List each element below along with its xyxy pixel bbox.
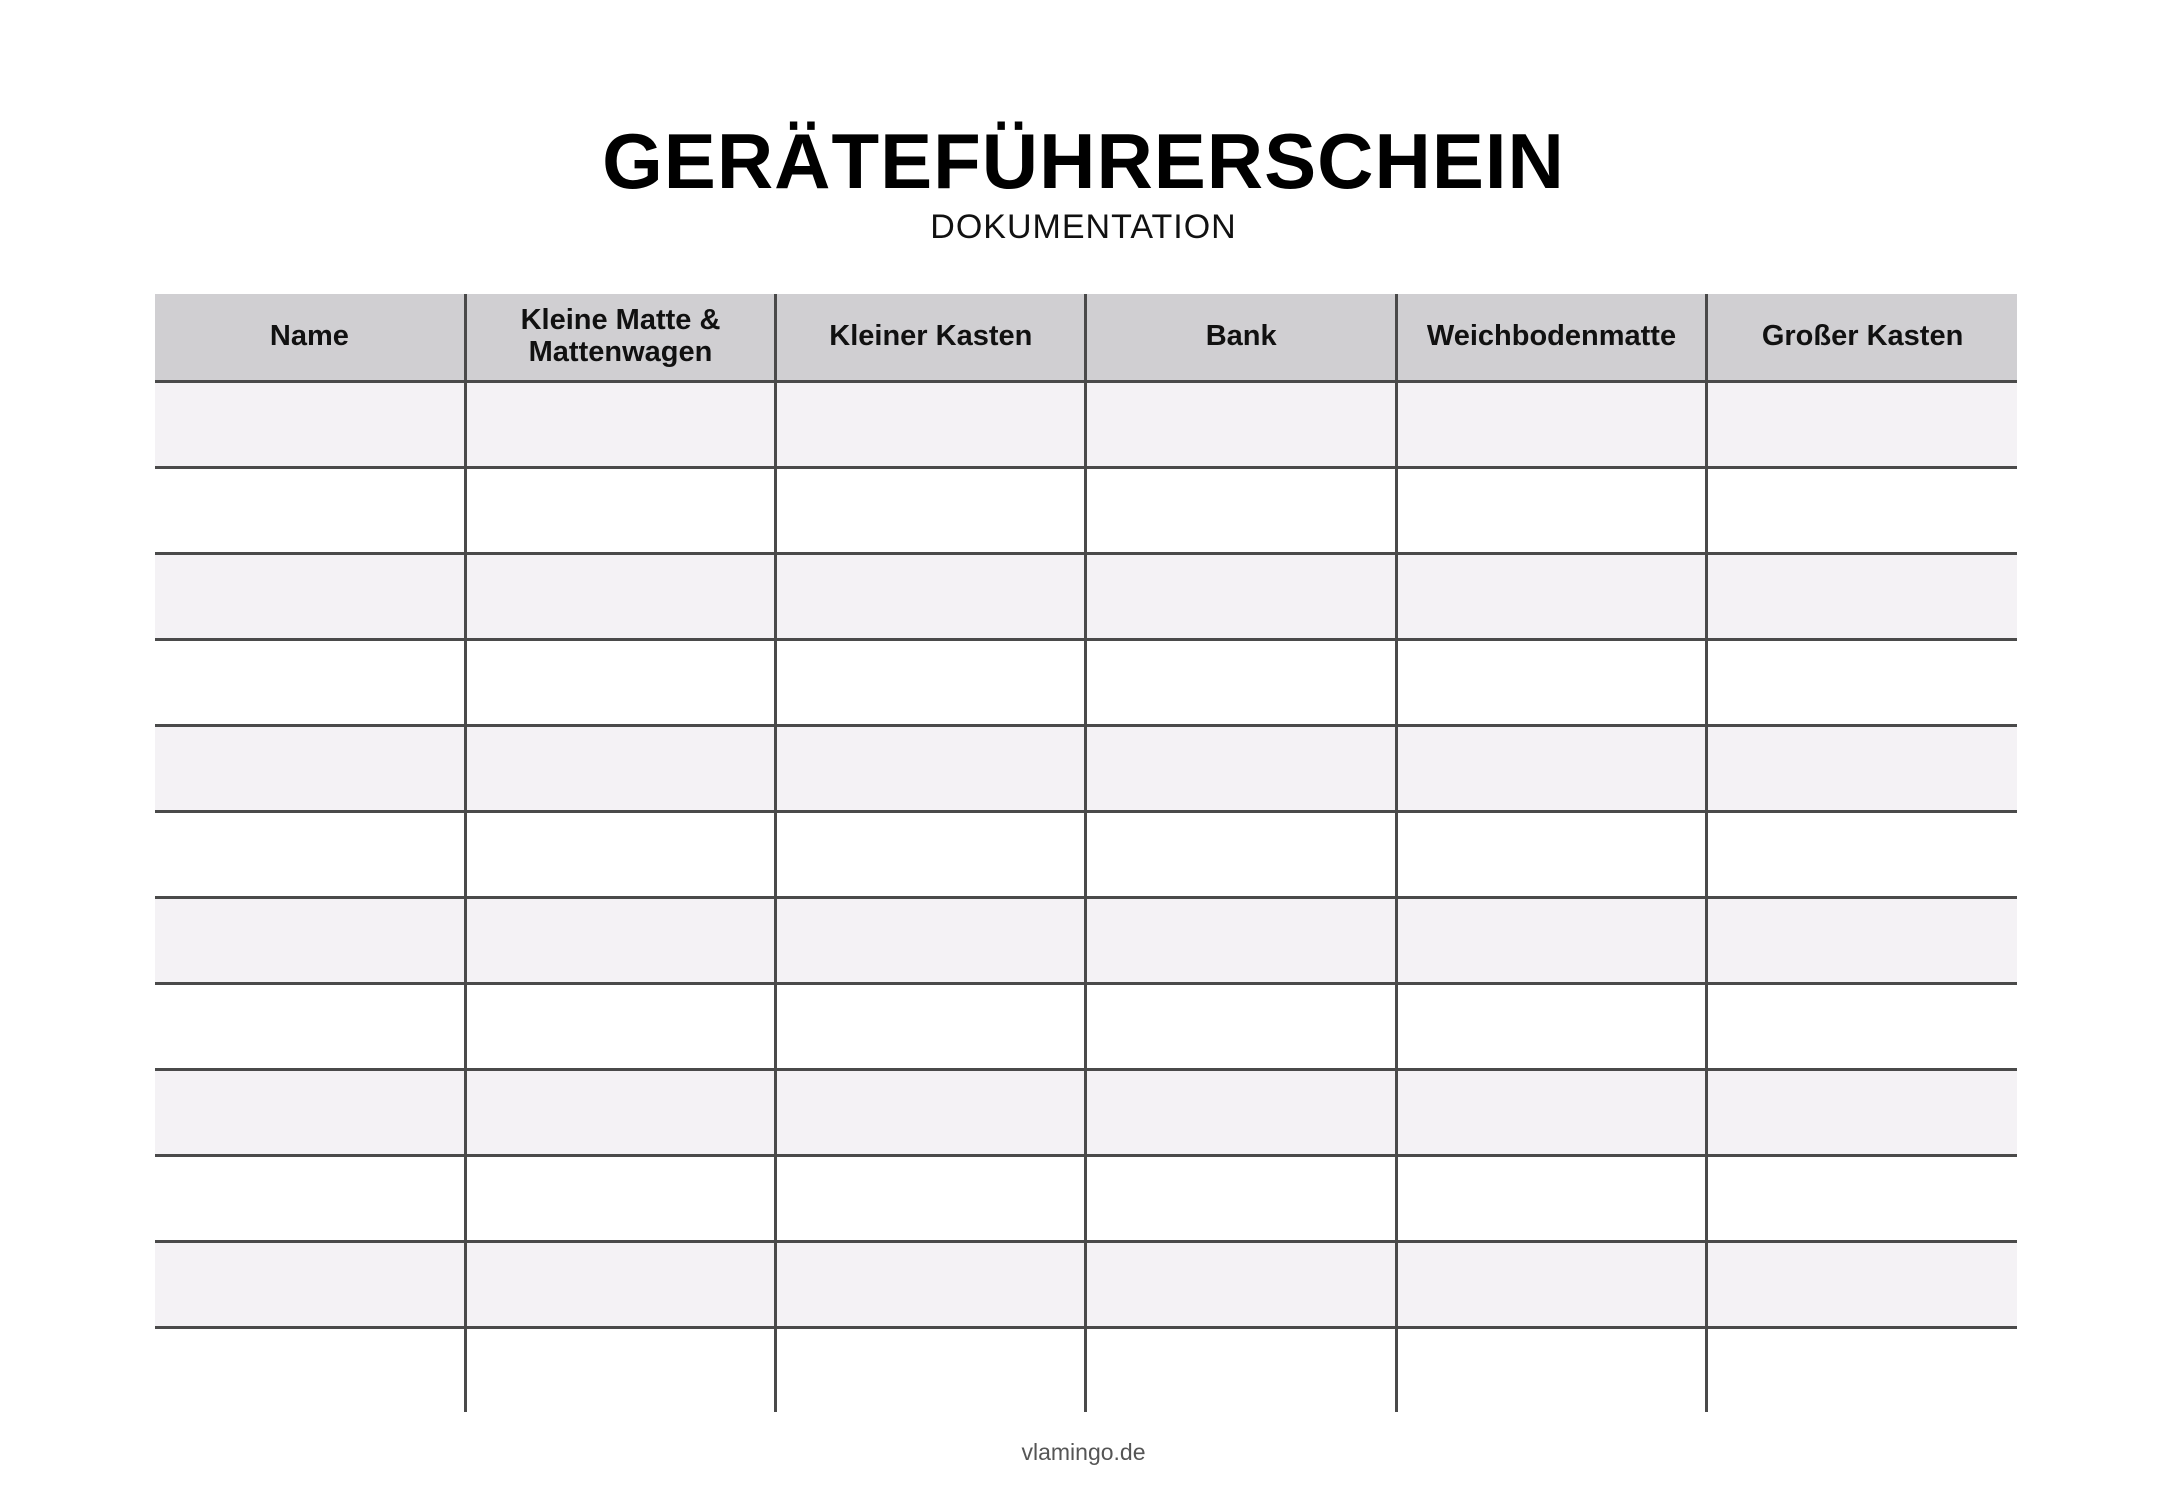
table-row [155, 382, 2017, 468]
cell-weichbodenmatte[interactable] [1396, 1070, 1706, 1156]
cell-bank[interactable] [1086, 726, 1396, 812]
cell-weichbodenmatte[interactable] [1396, 984, 1706, 1070]
cell-kleine-matte-mattenwagen[interactable] [465, 1242, 775, 1328]
cell-name[interactable] [155, 468, 465, 554]
cell-kleine-matte-mattenwagen[interactable] [465, 1156, 775, 1242]
table-row [155, 812, 2017, 898]
cell-kleiner-kasten[interactable] [776, 468, 1086, 554]
cell-grosser-kasten[interactable] [1707, 468, 2017, 554]
cell-bank[interactable] [1086, 640, 1396, 726]
cell-kleiner-kasten[interactable] [776, 382, 1086, 468]
cell-name[interactable] [155, 554, 465, 640]
cell-weichbodenmatte[interactable] [1396, 1328, 1706, 1413]
cell-grosser-kasten[interactable] [1707, 726, 2017, 812]
cell-grosser-kasten[interactable] [1707, 812, 2017, 898]
table-row [155, 1242, 2017, 1328]
cell-name[interactable] [155, 382, 465, 468]
cell-grosser-kasten[interactable] [1707, 1242, 2017, 1328]
cell-grosser-kasten[interactable] [1707, 554, 2017, 640]
cell-name[interactable] [155, 726, 465, 812]
cell-kleiner-kasten[interactable] [776, 1156, 1086, 1242]
table-body [155, 382, 2017, 1413]
cell-bank[interactable] [1086, 898, 1396, 984]
documentation-table [155, 294, 2017, 1412]
cell-kleine-matte-mattenwagen[interactable] [465, 898, 775, 984]
cell-grosser-kasten[interactable] [1707, 1328, 2017, 1413]
column-header-grosser-kasten: Großer Kasten [1707, 294, 2017, 382]
cell-grosser-kasten[interactable] [1707, 382, 2017, 468]
cell-grosser-kasten[interactable] [1707, 1070, 2017, 1156]
cell-kleiner-kasten[interactable] [776, 812, 1086, 898]
cell-kleiner-kasten[interactable] [776, 1070, 1086, 1156]
table-row [155, 1070, 2017, 1156]
cell-kleine-matte-mattenwagen[interactable] [465, 984, 775, 1070]
cell-bank[interactable] [1086, 382, 1396, 468]
document-subtitle: DOKUMENTATION [930, 208, 1237, 246]
cell-weichbodenmatte[interactable] [1396, 554, 1706, 640]
cell-bank[interactable] [1086, 1328, 1396, 1413]
table-header [155, 294, 2017, 382]
cell-bank[interactable] [1086, 1242, 1396, 1328]
cell-weichbodenmatte[interactable] [1396, 812, 1706, 898]
cell-kleiner-kasten[interactable] [776, 984, 1086, 1070]
cell-weichbodenmatte[interactable] [1396, 1156, 1706, 1242]
cell-weichbodenmatte[interactable] [1396, 898, 1706, 984]
cell-kleine-matte-mattenwagen[interactable] [465, 1070, 775, 1156]
cell-kleiner-kasten[interactable] [776, 1328, 1086, 1413]
table-row [155, 640, 2017, 726]
cell-kleine-matte-mattenwagen[interactable] [465, 468, 775, 554]
cell-kleine-matte-mattenwagen[interactable] [465, 640, 775, 726]
cell-kleine-matte-mattenwagen[interactable] [465, 1328, 775, 1413]
cell-name[interactable] [155, 1242, 465, 1328]
cell-bank[interactable] [1086, 554, 1396, 640]
cell-kleiner-kasten[interactable] [776, 554, 1086, 640]
cell-kleine-matte-mattenwagen[interactable] [465, 382, 775, 468]
table-row [155, 554, 2017, 640]
column-header-kleiner-kasten: Kleiner Kasten [776, 294, 1086, 382]
cell-grosser-kasten[interactable] [1707, 640, 2017, 726]
cell-kleiner-kasten[interactable] [776, 898, 1086, 984]
column-header-name: Name [155, 294, 465, 382]
cell-name[interactable] [155, 1156, 465, 1242]
table-row [155, 898, 2017, 984]
cell-name[interactable] [155, 984, 465, 1070]
table-row [155, 1328, 2017, 1413]
table-row [155, 984, 2017, 1070]
cell-kleine-matte-mattenwagen[interactable] [465, 554, 775, 640]
cell-kleiner-kasten[interactable] [776, 1242, 1086, 1328]
cell-name[interactable] [155, 640, 465, 726]
cell-kleine-matte-mattenwagen[interactable] [465, 726, 775, 812]
cell-grosser-kasten[interactable] [1707, 898, 2017, 984]
column-header-weichbodenmatte: Weichbodenmatte [1396, 294, 1706, 382]
cell-bank[interactable] [1086, 1070, 1396, 1156]
cell-name[interactable] [155, 898, 465, 984]
cell-weichbodenmatte[interactable] [1396, 726, 1706, 812]
table-row [155, 1156, 2017, 1242]
cell-name[interactable] [155, 1328, 465, 1413]
cell-bank[interactable] [1086, 984, 1396, 1070]
cell-weichbodenmatte[interactable] [1396, 468, 1706, 554]
cell-grosser-kasten[interactable] [1707, 1156, 2017, 1242]
header-row [155, 294, 2017, 382]
cell-bank[interactable] [1086, 812, 1396, 898]
cell-kleine-matte-mattenwagen[interactable] [465, 812, 775, 898]
cell-bank[interactable] [1086, 1156, 1396, 1242]
column-header-bank: Bank [1086, 294, 1396, 382]
footer-source: vlamingo.de [1021, 1439, 1146, 1465]
cell-grosser-kasten[interactable] [1707, 984, 2017, 1070]
cell-weichbodenmatte[interactable] [1396, 640, 1706, 726]
table-row [155, 726, 2017, 812]
cell-weichbodenmatte[interactable] [1396, 382, 1706, 468]
cell-name[interactable] [155, 1070, 465, 1156]
cell-kleiner-kasten[interactable] [776, 726, 1086, 812]
document-title: GERÄTEFÜHRERSCHEIN [602, 117, 1565, 205]
column-header-kleine-matte-mattenwagen: Kleine Matte & Mattenwagen [465, 294, 775, 382]
cell-weichbodenmatte[interactable] [1396, 1242, 1706, 1328]
cell-bank[interactable] [1086, 468, 1396, 554]
cell-kleiner-kasten[interactable] [776, 640, 1086, 726]
cell-name[interactable] [155, 812, 465, 898]
table-row [155, 468, 2017, 554]
